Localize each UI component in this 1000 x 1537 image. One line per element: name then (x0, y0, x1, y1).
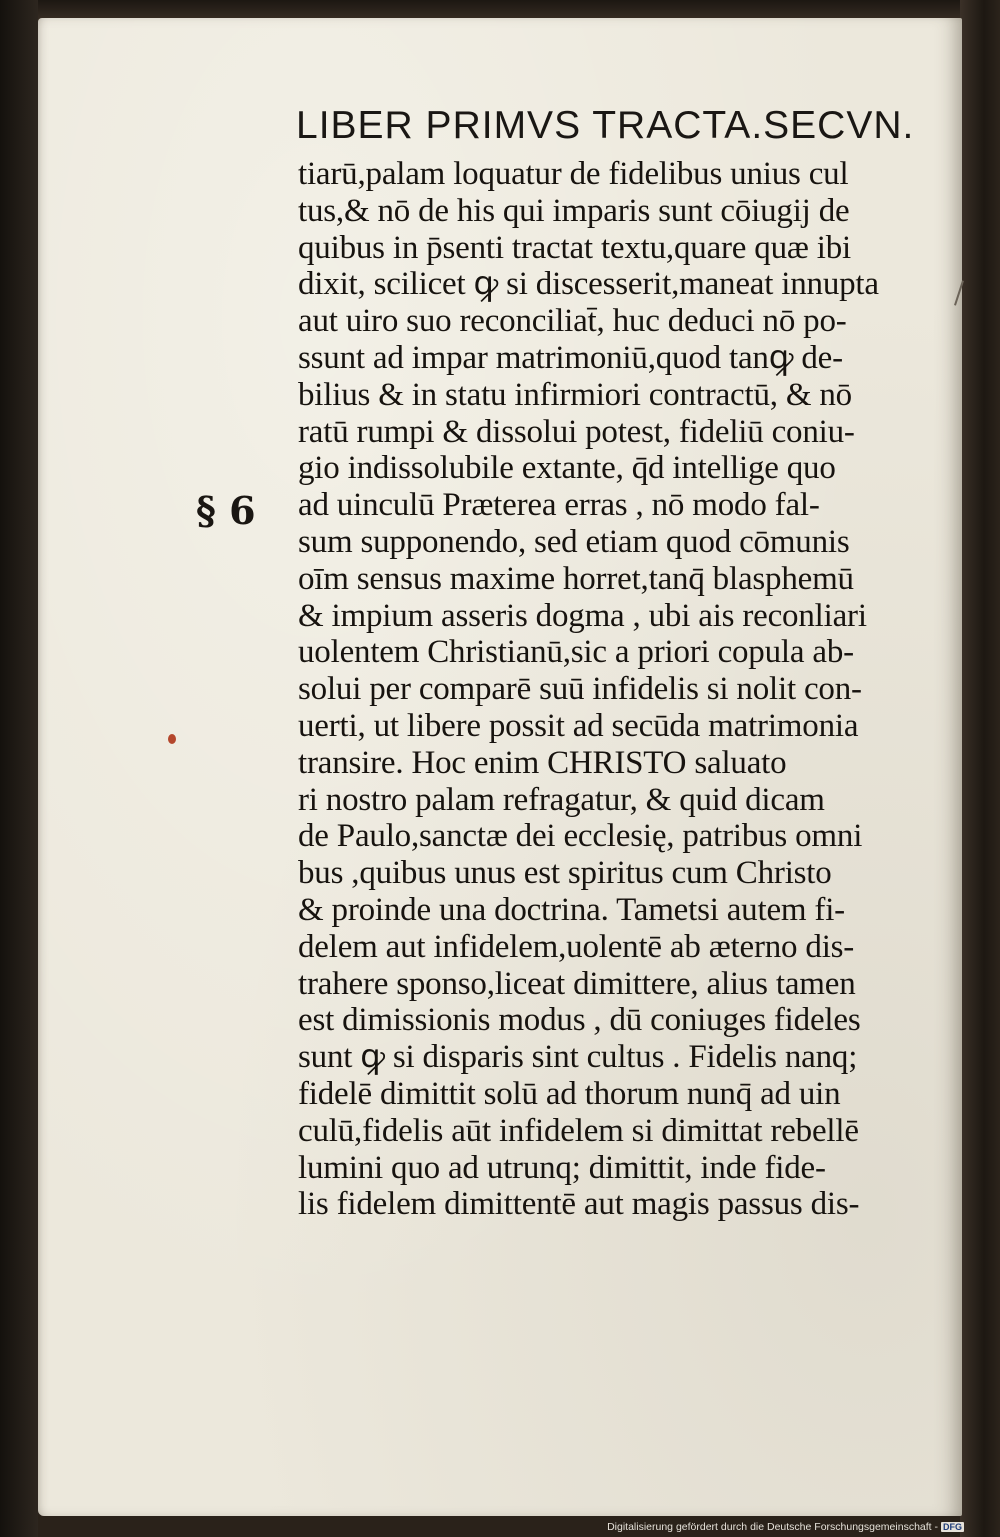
digitization-credit (607, 1521, 964, 1533)
text-line: aut uiro suo reconciliat̄, huc deduci nō po- (298, 303, 847, 340)
text-line: est dimissionis modus , dū coniuges fideles (298, 1002, 861, 1039)
text-line: & proinde una doctrina. Tametsi autem fi- (298, 891, 845, 928)
text-line: bilius & in statu infirmiori contractū, & nō (298, 376, 852, 413)
text-line: solui per comparē suū infidelis si nolit con- (298, 671, 862, 708)
text-line: tiarū,palam loquatur de fidelibus unius cul (298, 156, 849, 192)
text-line: tus,& nō de his qui imparis sunt cōiugij de (298, 192, 850, 229)
text-line: fidelē dimittit solū ad thorum nunq̄ ad uin (298, 1075, 841, 1112)
running-head: LIBER PRIMVS TRACTA.SECVN. (296, 104, 915, 147)
book-binding-edge (960, 0, 1000, 1537)
text-line: lis fidelem dimittentē aut magis passus dis- (298, 1186, 860, 1223)
text-line: sunt ꝙ si disparis sint cultus . Fidelis nanq; (298, 1039, 858, 1076)
dfg-logo: DFG (943, 1522, 962, 1532)
text-line: bus ,quibus unus est spiritus cum Christo (298, 855, 832, 892)
text-line: ssunt ad impar matrimoniū,quod tanꝙ de- (298, 339, 843, 376)
ink-spot (168, 734, 176, 744)
text-line: quibus in p̄senti tractat textu,quare quæ ibi (298, 229, 852, 266)
text-line: ad uinculū Præterea erras , nō modo fal- (298, 487, 820, 524)
text-line: uerti, ut libere possit ad secūda matrimonia (298, 707, 859, 744)
text-line: transire. Hoc enim CHRISTO saluato (298, 744, 787, 781)
text-line: de Paulo,sanctæ dei ecclesię, patribus omni (298, 818, 863, 855)
text-line: culū,fidelis aūt infidelem si dimittat rebellē (298, 1112, 859, 1149)
margin-section-mark: § 6 (196, 488, 256, 533)
text-line: & impium asseris dogma , ubi ais reconliari (298, 597, 867, 634)
digitization-credit-text: Digitalisierung gefördert durch die Deutsche Forschungsgemeinschaft - (607, 1521, 938, 1533)
text-line: trahere sponso,liceat dimittere, alius tamen (298, 965, 856, 1002)
body-text (298, 156, 938, 1223)
text-line: ratū rumpi & dissolui potest, fideliū coniu- (298, 413, 855, 450)
text-line: dixit, scilicet ꝙ si discesserit,maneat innupta (298, 266, 879, 303)
text-line: uolentem Christianū,sic a priori copula ab- (298, 634, 854, 671)
text-line: sum supponendo, sed etiam quod cōmunis (298, 523, 850, 560)
scan-background-left (0, 0, 38, 1537)
text-line: ri nostro palam refragatur, & quid dicam (298, 781, 825, 818)
text-line: lumini quo ad utrunq; dimittit, inde fide- (298, 1149, 826, 1186)
text-line: oīm sensus maxime horret,tanq̄ blasphemū (298, 560, 854, 597)
text-line: gio indissolubile extante, q̄d intellige quo (298, 450, 836, 487)
text-line: delem aut infidelem,uolentē ab æterno dis- (298, 928, 855, 965)
